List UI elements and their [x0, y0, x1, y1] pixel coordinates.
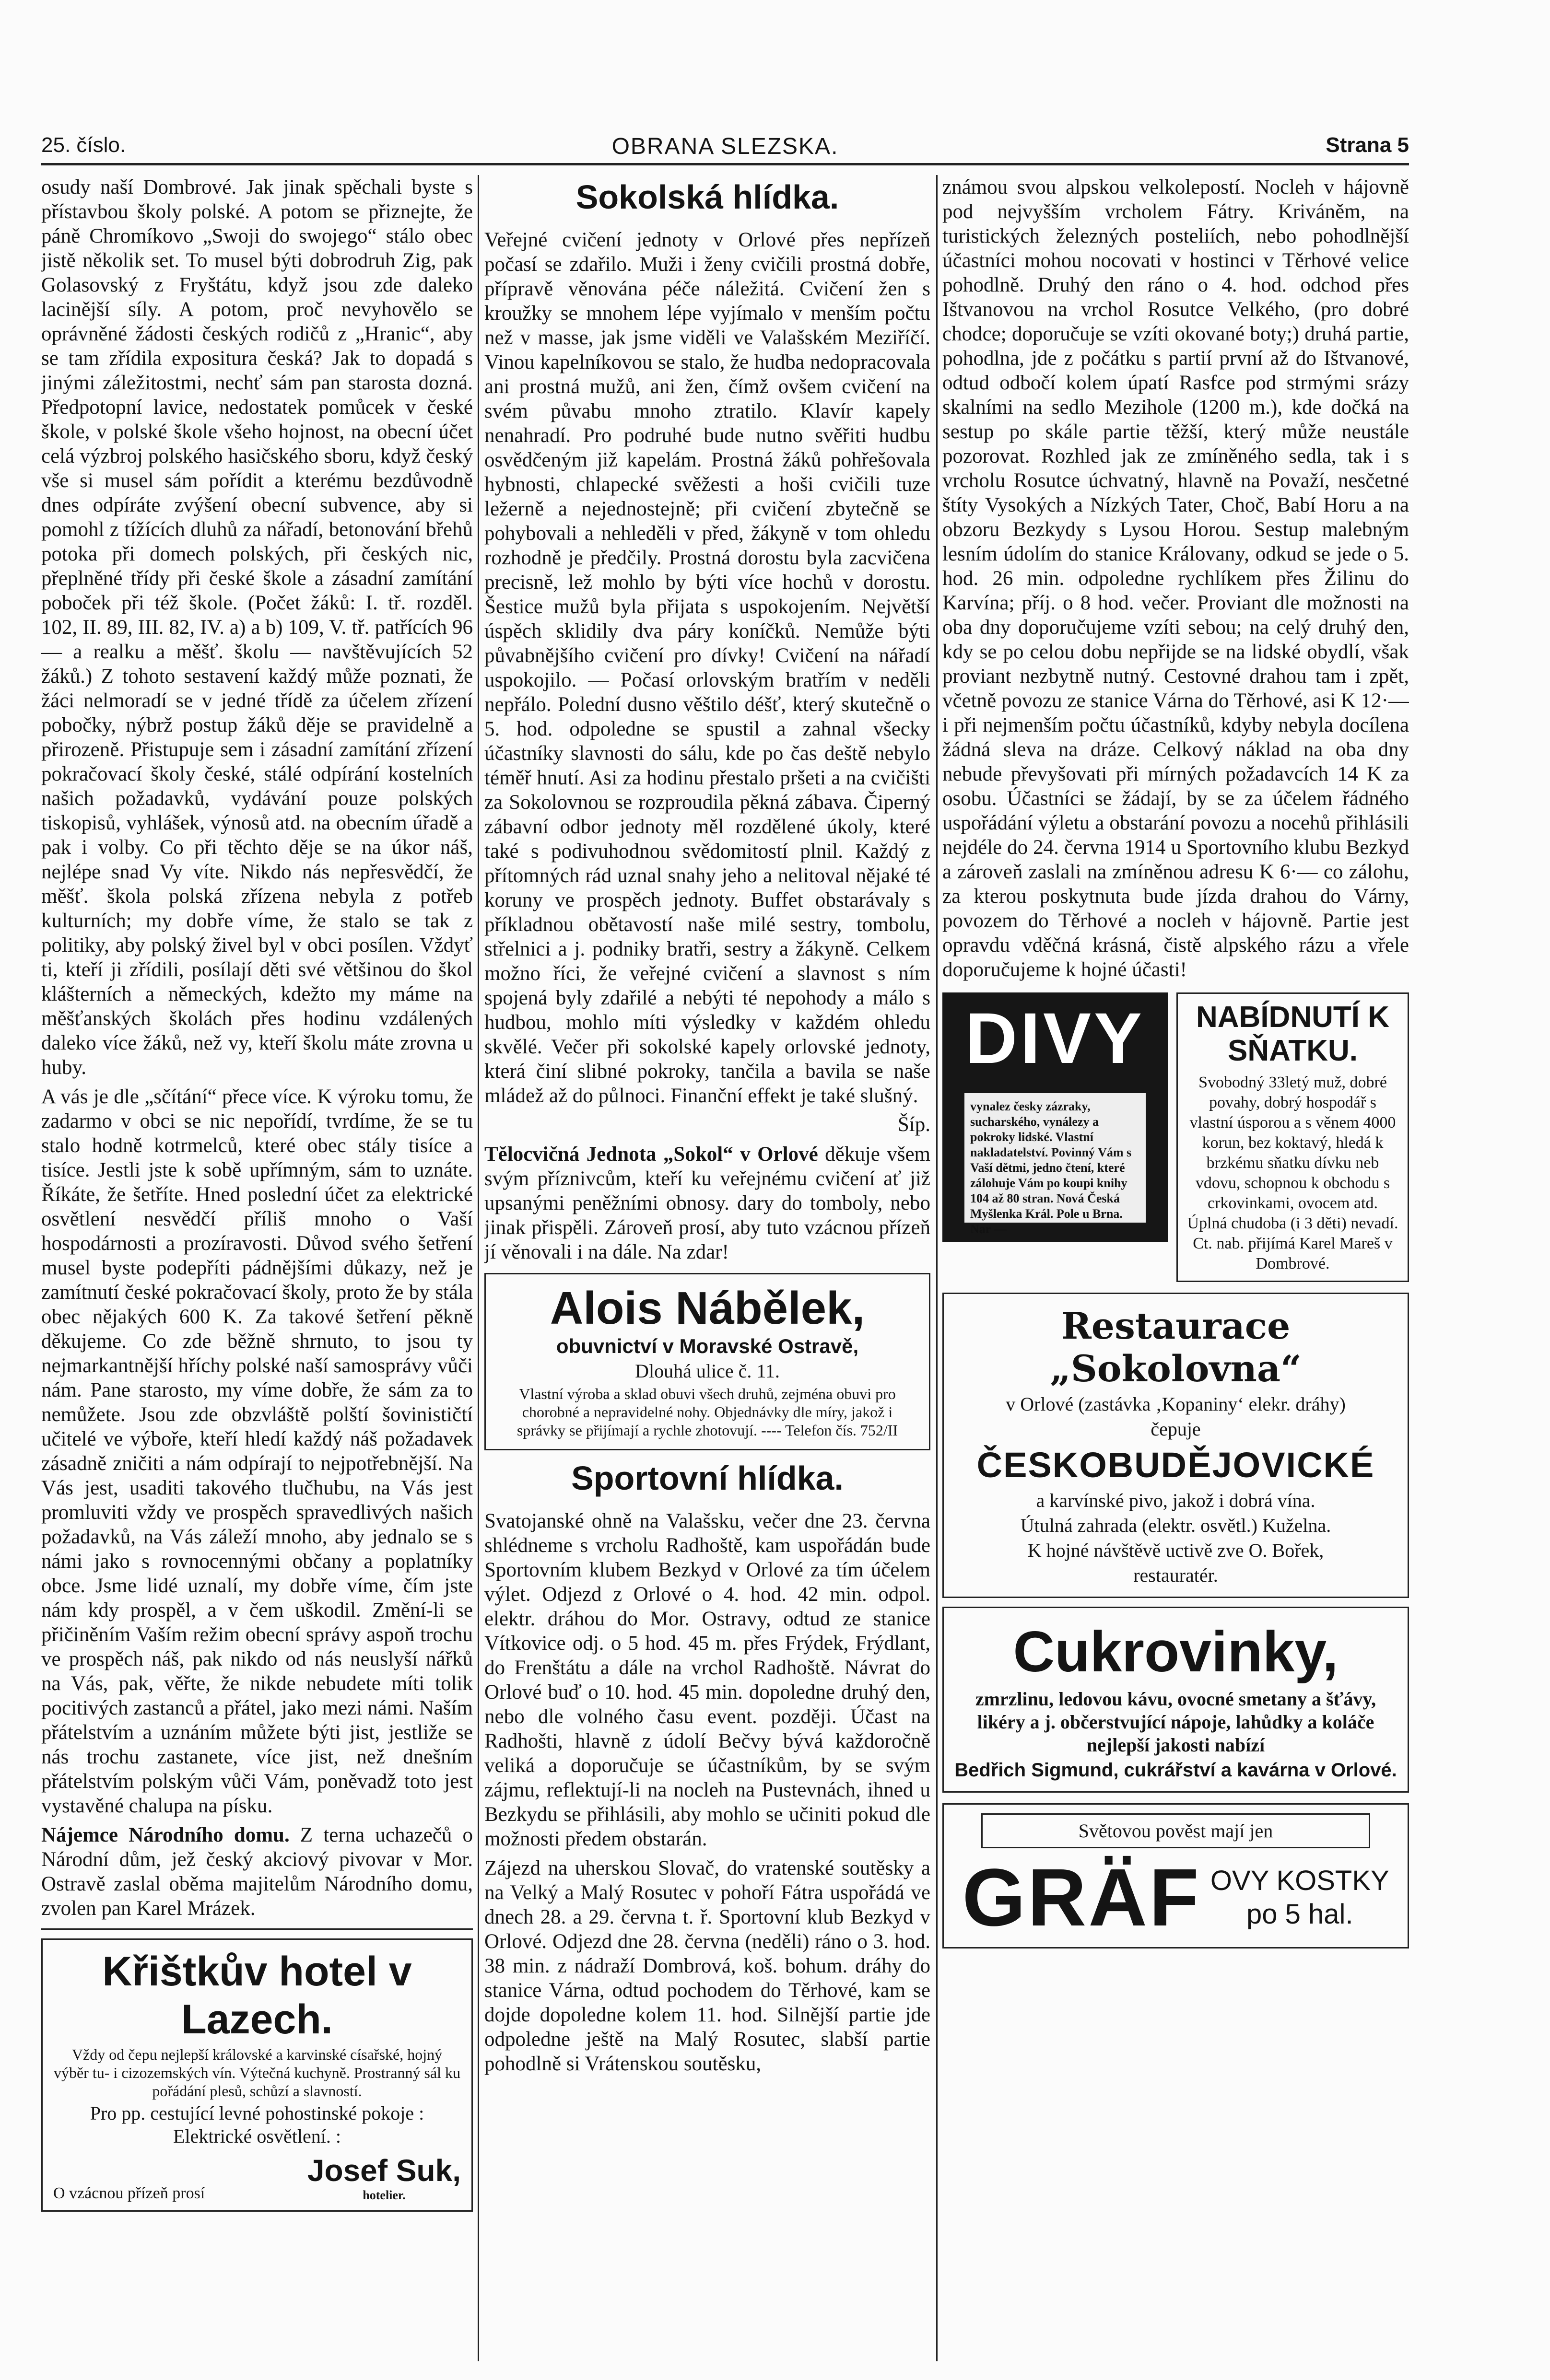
marriage-title: NABÍDNUTÍ K SŇATKU. [1196, 1001, 1389, 1067]
hotel-rooms: Pro pp. cestující levné pohostinské pokoje : Elektrické osvětlení. : [90, 2102, 424, 2147]
hotel-owner: Josef Suk, [307, 2153, 461, 2188]
graf-ad [942, 1803, 1409, 1948]
nabelek-trade: obuvnictví v Moravské Ostravě, [556, 1335, 859, 1357]
graf-product-name: OVY KOSTKY [1210, 1865, 1389, 1896]
nabelek-street: Dlouhá ulice č. 11. [635, 1360, 780, 1382]
hotel-offer: Vždy od čepu nejlepší královské a karvinské císařské, hojný výběr tu- i cizozemských vín. Výtečná kuchyně. Prostranný sál ku pořádání plesů, schůzí a slavností. [53, 2046, 461, 2100]
marriage-ad [1176, 992, 1409, 1282]
cukrovinky-ad [942, 1607, 1409, 1793]
marriage-text: Svobodný 33letý muž, dobré povahy, dobrý hospodář s vlastní úsporou a s věnem 4000 korun, bez koktavý, hledá k brzkému sňatku dívku neb vdovu, schopnou k obchodu s crkovinkami, ovocem atd. Úplná chudoba (i 3 děti) nevadí. Ct. nab. přijímá Karel Mareš v Dombrové. [1187, 1073, 1398, 1272]
hotel-title: Křištkův hotel v Lazech. [102, 1948, 412, 2042]
sokol-signature: Šíp. [897, 1113, 930, 1136]
restaurace-location: v Orlové (zastávka ‚Kopaniny‘ elekr. dráhy) [1006, 1393, 1346, 1415]
hotel-owner-block [307, 2153, 461, 2203]
nabelek-name: Alois Nábělek, [550, 1283, 865, 1334]
nabelek-text: Vlastní výroba a sklad obuvi všech druhů, zejména obuvi pro chorobné a nepravidelné nohy. Objednávky dle míry, jakož i správky se přijímají a rychle zhotovují. ---- Telefon čís. 752/II [517, 1385, 898, 1439]
article-paragraph: osudy naší Dombrové. Jak jinak spěchali byste s přístavbou školy polské. A potom se přiznejte, že páně Chromíkovo „Swoji do swojego“ stálo obec jistě několik set. To musel býti dobrodruh Zig, pak Golasovský z Fryštátu, když jsou zde daleko lacinější síly. A potom, proč nevyhovělo se oprávněné žádosti českých rodičů z „Hranic“, aby se tam zřídila expositura česká? Jak to dopadá s jinými záležitostmi, nechť sám pan starosta dozná. Předpotopní lavice, nedostatek pomůcek v české škole, v polské škole všeho hojnost, na obecní účet celá výzbroj polského hasičského sboru, když český vše si musel sám pořídit a kterému bezdůvodně dnes odpíráte zvýšení obecní subvence, aby si pomohl z tížících dluhů za nářadí, betonování břehů potoka při domech polských, při českých nic, přeplněné třídy při české škole a zásadní zamítání poboček při též škole. (Počet žáků: I. tř. rozděl. 102, II. 89, III. 82, IV. a) a b) 109, V. tř. patřících 96 — a realku a měšť. školu — navštěvujících 52 žáků.) Z tohoto sestavení každý může poznati, že žáci nelmoradí se v jedné třídě za účelem zřízení pobočky, nýbrž postup žáků děje se pravidelně a přirozeně. Přistupuje sem i zásadní zamítání zřízení pokračovací školy české, stálé odpírání kostelních našich požadavků, vydávání pouze polských tiskopisů, vyhlášek, výnosů atd. na obecním úřadě a pak i volby. Co při těchto děje se na úkor náš, nejlépe snad Vy víte. Nikdo nás nepřesvědčí, že měšť. škola polská zřízena nebyla z potřeb kulturních; my dobře víme, že stalo se tak z politiky, aby polský živel byl v obci posílen. Vždyť ti, kteří ji zřídili, posílají děti své většinou do škol klášterních a německých, kdežto my máme na měšťanských školách přes hodinu vzdálených daleko více žáků, než vy, kteří školu máte zrovna u huby. [41, 176, 473, 1079]
cukrovinky-title: Cukrovinky, [1013, 1620, 1339, 1684]
ads-row [942, 992, 1409, 1282]
telocvicna-text: děkuje všem svým příznivcům, kteří ku veřejnému cvičení ať již upsanými peněžními obnosy. dary do tomboly, nebo jinak přispěli. Zároveň prosí, aby tuto vzácnou přízeň jí věnovali i na dále. Na zdar! [484, 1143, 930, 1263]
column-2 [484, 175, 930, 2376]
column-rule-1 [478, 175, 479, 2361]
column-rule-2 [936, 175, 938, 2361]
hotel-ad [41, 1938, 473, 2212]
divy-ad [942, 992, 1168, 1242]
issue-number: 25. číslo. [41, 133, 126, 157]
nabelek-ad [484, 1273, 930, 1450]
hotel-request: O vzácnou přízeň prosí [53, 2184, 205, 2202]
restaurace-garden: Útulná zahrada (elektr. osvětl.) Kuželna. [1020, 1515, 1331, 1536]
divy-title: DIVY [965, 998, 1145, 1078]
najemce-lead: Nájemce Národního domu. [41, 1824, 290, 1846]
sokol-heading: Sokolská hlídka. [575, 178, 839, 216]
graf-product [1210, 1864, 1389, 1931]
najemce-notice [41, 1823, 473, 1921]
article-paragraph: A vás je dle „sčítání“ přece více. K výroku tomu, že zadarmo v obci se nic nepořídí, tvrdíme, že se tu stalo hodně kotrmelců, které obec stály tisíce a tisíce. Jestli jste k sobě upřímným, sám to uznáte. Říkáte, že šetříte. Hned poslední účet za elektrické osvětlení nesvědčí příliš mnoho o Vaší hospodárnosti a prozíravosti. Důvod svého šetření musel byste podepříti pádnějšími důkazy, než je zamítnutí české pokračovací školy, proto že by stála obec nějakých 600 K. Za takové šetření pěkně děkujeme. Co zde běžně shrnuto, to jsou ty nejmarkantnější hříchy polské naší samosprávy vůči nám. Pane starosto, my víme dobře, že sám za to nemůžete. Jsou zde obzvláště polští šovinističtí učitelé ve výboře, kteří hledí každý náš požadavek zásadně zničiti a nám odpírají to nejpotřebnější. Na Vás jest, usaditi takového tlučhubu, na Vás jest promluviti vždy ve prospěch spravedlivých našich požadavků, na Vás záleží mnoho, aby jednalo se s námi jako s rovnocennými občany a poplatníky obce. Jsme lidé uznalí, my dobře víme, čím jste nám kdy prospěl, a v čem uškodil. Změní-li se přičiněním Vaším režim obecní správy aspoň trochu ve prospěch náš, pak nikdo od nás neuslyší nářků na Vás, pak, věřte, že nikde nebudete míti tolik pocitivých zastanců a přátel, jako mezi námi. Naším přátelstvím a uznáním můžete býti jist, jestliže se nás trochu zastanete, více jist, než dnešním přátelstvím polským vůči Vám, poněvadž toto jest vystavěné chalupa na písku. [41, 1085, 473, 1817]
restaurace-owner: restauratér. [1133, 1564, 1218, 1586]
restaurace-title: Restaurace „Sokolovna“ [1050, 1305, 1302, 1390]
graf-tagline: Světovou pověst mají jen [981, 1813, 1370, 1848]
graf-row [952, 1852, 1399, 1943]
restaurace-brand: ČESKOBUDĚJOVICKÉ [976, 1445, 1375, 1485]
newspaper-title: OBRANA SLEZSKA. [611, 134, 839, 159]
restaurace-invite: K hojné návštěvě uctivě zve O. Bořek, [1027, 1540, 1324, 1561]
divy-text: vynalez česky zázraky, sucharského, vynálezy a pokroky lidské. Vlastní nakladatelství. Povinný Vám s Vaší dětmi, jedno čtení, které zálohuje Vám po koupi knihy 104 až 80 stran. Nová Česká Myšlenka Král. Pole u Brna. Nar — [964, 1093, 1146, 1223]
divider [41, 1928, 473, 1930]
sokol-paragraph: Veřejné cvičení jednoty v Orlové přes nepřízeň počasí se zdařilo. Muži i ženy cvičili prostná dobře, přípravě věnována péče náležitá. Cvičení žen s kroužky se mnohem lépe vyjímalo v menším počtu než v masse, jak jsme viděli ve Valašském Meziříčí. Vinou kapelníkovou se stalo, že hudba nedopracovala ani prostná mužů, ani žen, čímž ovšem cvičení na svém půvabu mnoho ztratilo. Klavír kapely nenahradí. Pro podruhé bude nutno svěřiti hudbu osvědčeným již kapelám. Prostná žáků pohřešovala hybnosti, chlapecké svěžesti a hoši cvičili tuze ležerně a nejednostejně; při cvičení zbytečně se pohybovali a nehleděli v před, žákyně v tom ohledu rozhodně je předčily. Prostná dorostu byla zacvičena precisně, lež mohlo by býti více hochů v dorostu. Šestice mužů byla přijata s uspokojením. Největší úspěch sklidily dva páry koníčků. Nemůže býti půvabnějšího cvičení pro dívky! Cvičení na nářadí uspokojilo. — Počasí orlovským bratřím v neděli nepřálo. Polední dusno věštilo déšť, který skutečně o 5. hod. odpoledne se spustil a zahnal všecky účastníky slavnosti do sálu, kde po čas deště nebylo téměř hnutí. Asi za hodinu přestalo pršeti a na cvičišti za Sokolovnou se rozproudila pěkná zábava. Čiperný zábavní odbor jednoty měl rozdělené úkoly, které také s podivuhodnou svědomitostí plnil. Každý z přítomných rád uznal snahy jeho a nelitoval nějaké té koruny ve prospěch jednoty. Buffet obstarávaly s příkladnou obětavostí naše milé sestry, tombolu, střelnici a j. podniky bratři, sestry a žákyně. Celkem možno říci, že veřejné cvičení a slavnost s ním spojená byly zdařilé a nebýti té nepohody a málo s hudbou, mohlo míti výsledky v každém ohledu skvělé. Večer při sokolské kapely orlovské jednoty, která činí slibné pokroky, tančila a bavila se naše mládež až do půlnoci. Finanční effekt je také slušný. [484, 229, 930, 1107]
sport-paragraph: Zájezd na uherskou Slovač, do vratenské soutěsky a na Velký a Malý Rosutec v pohoří Fátra uspořádá ve dnech 28. a 29. června t. ř. Sportovní klub Bezkyd v Orlové. Odjezd dne 28. června (neděli) ráno o 3. hod. 38 min. z nádraží Dombrová, koš. bohum. dráhy do stanice Várna, odtud pochodem do Těrhové, kam se dojde dopoledne kolem 11. hod. Silnější partie jde odpoledne ještě na Malý Rosutec, slabší partie pohodlně si Vrátenskou soutěsku, [484, 1857, 930, 2075]
telocvicna-lead: Tělocvičná Jednota „Sokol“ v Orlové [484, 1143, 818, 1166]
hotel-owner-role: hotelier. [363, 2188, 406, 2202]
restaurace-ad [942, 1293, 1409, 1598]
restaurace-serves: čepuje [1151, 1418, 1201, 1440]
column-3 [942, 175, 1409, 2376]
hotel-signature [53, 2153, 461, 2203]
trip-paragraph: známou svou alpskou velkolepostí. Nocleh v hájovně pod nejvyšším vrcholem Fátry. Kriváněm, na turistických železných posteliích, nebo pohodlnější účastníci mohou nocovati v hostinci v Těrhové velice pohodlně. Druhý den ráno o 4. hod. odchod přes Ištvanovou na vrchol Rosutce Velkého, (pro dobré chodce; doporučuje se vzíti okované boty;) druhá partie, pohodlna, jde z počátku s partií první až do Ištvanové, odtud odbočí kolem úpatí Rasfce pod strmými srázy skalními na sedlo Mezihole (1200 m.), kde dočká na sestup po skále partie těžší, který může neustále pozorovat. Rozhled jak ze zmíněného sedla, tak i s vrcholu Rosutce úchvatný, hlavně na Považí, nesčetné štíty Vysokých a Nízkých Tater, Choč, Babí Horu a na obzoru Bezkydy s Lysou Horou. Sestup malebným lesním údolím do stanice Královany, odkud se jede o 5. hod. 26 min. odpoledne rychlíkem přes Žilinu do Karvína; příj. o 8 hod. večer. Proviant dle možnosti na oba dny doporučujeme vzíti sebou; na celý druhý den, kdy se po celou dobu nepřijde se na lidské obydlí, však proviant nezbytně nutný. Cestovné drahou tam i zpět, včetně povozu ze stanice Várna do Těrhové, asi K 12·— i při nejmenším počtu účastníků, kdyby nebyla docílena žádná sleva na dráze. Celkový náklad na oba dny nebude převyšovati při mírných požadavcích 14 K za osobu. Účastníci se žádají, by se za účelem řádného uspořádání výletu a obstarání povozu a nocehů přihlásili nejdéle do 24. června 1914 u Sportovního klubu Bezkyd a zároveň zaslali na zmíněnou adresu K 6·— co zálohu, za kterou poskytnuta bude jízda drahou do Várny, povozem do Těrhové a nocleh v hájovně. Partie jest opravdu vděčná krásná, čistě alpského rázu a vřele doporučujeme k hojné účasti! [942, 176, 1409, 981]
telocvicna-notice [484, 1142, 930, 1264]
graf-price: po 5 hal. [1246, 1899, 1353, 1930]
page-header [41, 129, 1409, 165]
graf-brand: GRÄF [962, 1852, 1201, 1943]
cukrovinky-offer: zmrzlinu, ledovou kávu, ovocné smetany a šťávy, likéry a j. občerstvující nápoje, lahůdky a koláče nejlepší jakosti nabízí [975, 1688, 1376, 1756]
cukrovinky-owner: Bedřich Sigmund, cukrářství a kavárna v Orlové. [954, 1760, 1397, 1781]
restaurace-beer: a karvínské pivo, jakož i dobrá vína. [1036, 1490, 1315, 1511]
column-1 [41, 175, 473, 2376]
page-number: Strana 5 [1326, 133, 1409, 157]
sport-paragraph: Svatojanské ohně na Valašsku, večer dne 23. června shlédneme s vrcholu Radhoště, kam uspořádán bude Sportovním klubem Bezkyd v Orlové za tím účelem výlet. Odjezd z Orlové o 4. hod. 42 min. odpol. elektr. dráhou do Mor. Ostravy, odtud ze stanice Vítkovice odj. o 5 hod. 45 m. přes Frýdek, Frýdlant, do Frenštátu a dále na vrchol Radhoště. Návrat do Orlové buď o 10. hod. 45 min. dopoledne druhý den, nebo dle volného času event. později. Účast na Radhošti, hlavně z údolí Bečvy bývá každoročně veliká a doporučuje se účastníkům, by se svým zájmu, reflektují-li na nocleh na Pustevnách, ihned u Bezkydu se přihlásili, aby mohlo se učiniti pokud dle možnosti předem obstarán. [484, 1510, 930, 1850]
najemce-text: Z terna uchazečů o Národní dům, jež český akciový pivovar v Mor. Ostravě zaslal oběma majitelům Národního domu, zvolen pan Karel Mrázek. [41, 1824, 473, 1920]
sport-heading: Sportovní hlídka. [571, 1459, 844, 1497]
